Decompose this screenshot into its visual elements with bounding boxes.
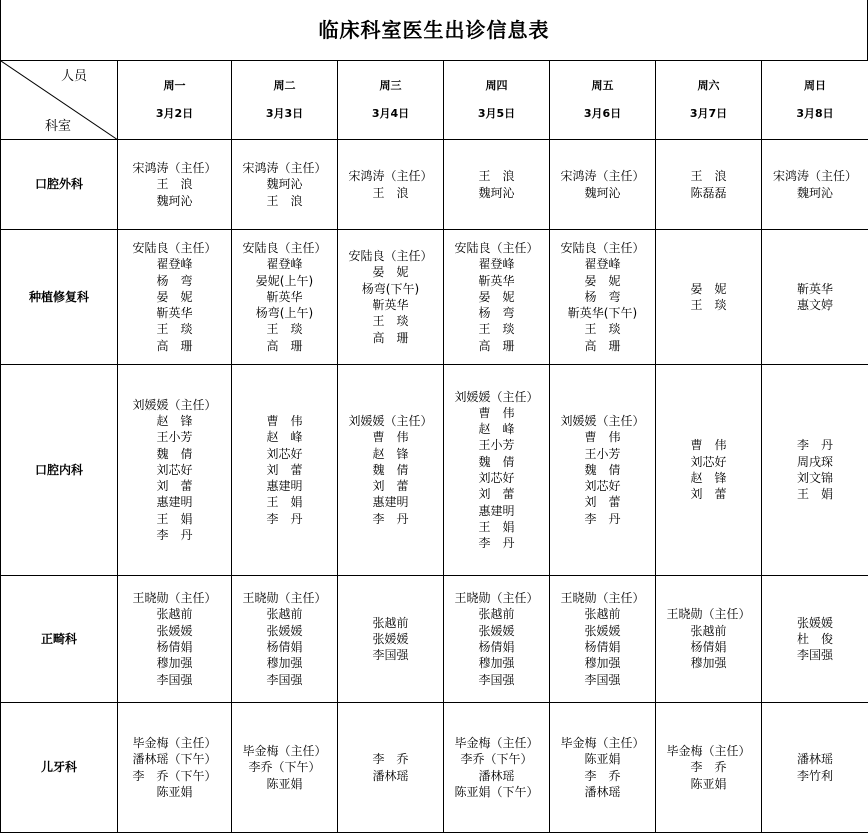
date-label: 3月5日 <box>477 107 516 120</box>
doctor-name: 王小芳 <box>156 430 193 445</box>
doctor-name: 赵 锋 <box>690 471 727 485</box>
doctor-name: 宋鸿涛（主任） <box>132 161 217 176</box>
doctor-list <box>266 413 302 527</box>
doctor-name: 张越前 <box>690 623 727 638</box>
doctor-name: 晏妮(上午) <box>255 273 314 288</box>
doctor-list <box>797 615 833 664</box>
doctor-list <box>690 281 726 314</box>
corner-bottom-label: 科室 <box>45 118 72 134</box>
doctor-name: 晏 妮 <box>156 289 193 304</box>
schedule-table <box>0 60 868 833</box>
doctor-name: 高 珊 <box>372 330 409 345</box>
day-header <box>232 61 338 140</box>
doctor-name: 穆加强 <box>478 656 515 671</box>
doctor-list <box>797 751 833 784</box>
doctor-name: 张越前 <box>266 607 303 622</box>
doctor-list <box>666 743 750 792</box>
doctor-name: 王 琰 <box>690 298 727 312</box>
doctor-list <box>773 168 857 201</box>
doctor-name: 张越前 <box>584 607 621 622</box>
doctor-name: 刘 蕾 <box>266 462 303 477</box>
doctor-name: 安陆良（主任） <box>348 249 433 264</box>
doctor-name: 杨 弯 <box>478 306 515 321</box>
date-label: 3月4日 <box>371 107 410 120</box>
department-row <box>1 576 868 703</box>
doctor-name: 王 娟 <box>156 511 193 526</box>
doctor-name: 高 珊 <box>478 338 515 353</box>
doctor-name: 翟登峰 <box>156 257 193 272</box>
schedule-cell <box>762 230 868 365</box>
doctor-name: 王 浪 <box>478 169 515 184</box>
doctor-name: 毕金梅（主任） <box>242 744 327 759</box>
doctor-name: 王 琰 <box>584 322 621 337</box>
day-header <box>118 61 232 140</box>
doctor-name: 高 珊 <box>266 338 303 353</box>
doctor-list <box>560 590 644 688</box>
doctor-name: 毕金梅（主任） <box>560 735 645 750</box>
doctor-name: 李 丹 <box>584 511 621 526</box>
doctor-name: 毕金梅（主任） <box>666 744 751 759</box>
doctor-name: 杨倩娟 <box>478 640 515 654</box>
schedule-cell <box>656 230 762 365</box>
doctor-name: 李 乔（下午） <box>132 768 217 783</box>
doctor-list <box>454 735 538 800</box>
schedule-cell <box>444 576 550 703</box>
doctor-name: 刘芯好 <box>266 446 303 461</box>
schedule-cell <box>656 365 762 576</box>
doctor-name: 王 浪 <box>372 185 409 200</box>
header-row <box>1 61 868 140</box>
doctor-list <box>560 413 644 527</box>
doctor-name: 王 娟 <box>266 495 303 510</box>
doctor-name: 张媛媛 <box>372 631 409 646</box>
doctor-name: 张越前 <box>156 607 193 622</box>
corner-top-label: 人员 <box>60 69 87 84</box>
doctor-name: 李 丹 <box>266 511 303 526</box>
doctor-list <box>560 240 644 354</box>
doctor-name: 赵 峰 <box>478 422 515 437</box>
doctor-name: 王晓勋（主任） <box>132 591 217 606</box>
doctor-name: 张媛媛 <box>156 623 193 638</box>
doctor-list <box>132 160 216 209</box>
doctor-name: 李 乔 <box>690 760 727 775</box>
doctor-name: 魏 倩 <box>584 462 621 477</box>
doctor-name: 王晓勋（主任） <box>560 591 645 606</box>
page-title: 临床科室医生出诊信息表 <box>0 0 868 60</box>
doctor-name: 王 琰 <box>266 322 303 337</box>
doctor-name: 李国强 <box>796 648 833 663</box>
doctor-name: 魏珂沁 <box>266 177 303 192</box>
department-row <box>1 703 868 833</box>
doctor-name: 曹 伟 <box>372 430 409 445</box>
doctor-name: 魏珂沁 <box>156 193 193 208</box>
doctor-name: 穆加强 <box>266 656 303 671</box>
doctor-name: 宋鸿涛（主任） <box>772 169 857 184</box>
doctor-name: 王 娟 <box>478 519 515 534</box>
department-name: 儿牙科 <box>1 703 118 833</box>
doctor-name: 惠文婷 <box>796 298 833 312</box>
doctor-name: 李乔（下午） <box>460 752 533 767</box>
date-label: 3月2日 <box>155 107 194 120</box>
schedule-cell <box>232 576 338 703</box>
doctor-list <box>348 248 432 346</box>
corner-cell <box>1 61 118 140</box>
doctor-list <box>132 397 216 544</box>
doctor-name: 魏 倩 <box>478 454 515 469</box>
weekday-label: 周四 <box>485 79 508 92</box>
schedule-cell <box>232 703 338 833</box>
doctor-name: 翟登峰 <box>478 257 515 272</box>
doctor-name: 杨倩娟 <box>156 640 193 654</box>
doctor-name: 惠建明 <box>478 503 515 518</box>
doctor-name: 刘文锦 <box>796 471 833 485</box>
doctor-name: 杨弯(上午) <box>255 306 314 321</box>
doctor-name: 曹 伟 <box>266 413 303 428</box>
doctor-name: 安陆良（主任） <box>132 240 217 255</box>
doctor-name: 刘媛媛（主任） <box>454 389 539 404</box>
doctor-name: 潘林瑶 <box>372 768 409 783</box>
doctor-list <box>797 281 833 314</box>
schedule-cell <box>232 365 338 576</box>
doctor-name: 张越前 <box>372 615 409 630</box>
schedule-cell <box>656 140 762 230</box>
doctor-name: 杜 俊 <box>796 631 833 646</box>
doctor-name: 靳英华(下午) <box>567 306 638 321</box>
weekday-label: 周三 <box>379 79 402 92</box>
doctor-name: 陈亚娟 <box>156 784 193 799</box>
doctor-name: 穆加强 <box>156 656 193 671</box>
doctor-name: 惠建明 <box>266 479 303 494</box>
doctor-name: 靳英华 <box>372 298 409 312</box>
doctor-list <box>560 735 644 800</box>
schedule-cell <box>232 230 338 365</box>
doctor-name: 周戌琛 <box>796 454 833 469</box>
schedule-cell <box>550 140 656 230</box>
doctor-list <box>132 590 216 688</box>
doctor-name: 张媛媛 <box>584 623 621 638</box>
doctor-name: 张越前 <box>478 607 515 622</box>
schedule-cell <box>550 365 656 576</box>
doctor-name: 陈亚娟（下午） <box>454 784 539 799</box>
doctor-name: 陈亚娟 <box>584 752 621 767</box>
schedule-cell <box>338 230 444 365</box>
schedule-cell <box>118 365 232 576</box>
doctor-name: 穆加强 <box>690 656 727 671</box>
doctor-list <box>454 590 538 688</box>
doctor-list <box>454 389 538 552</box>
doctor-name: 宋鸿涛（主任） <box>560 169 645 184</box>
doctor-list <box>372 615 408 664</box>
doctor-name: 刘芯好 <box>478 471 515 485</box>
doctor-name: 靳英华 <box>796 281 833 296</box>
doctor-name: 晏 妮 <box>690 281 727 296</box>
doctor-name: 晏 妮 <box>584 273 621 288</box>
doctor-name: 刘芯好 <box>156 462 193 477</box>
doctor-name: 杨 弯 <box>156 273 193 288</box>
doctor-list <box>478 168 514 201</box>
date-label: 3月8日 <box>796 107 834 120</box>
doctor-name: 刘 蕾 <box>372 479 409 494</box>
doctor-name: 李竹利 <box>796 768 833 783</box>
doctor-name: 翟登峰 <box>266 257 303 272</box>
doctor-name: 安陆良（主任） <box>242 240 327 255</box>
doctor-name: 晏 妮 <box>372 265 409 280</box>
doctor-name: 宋鸿涛（主任） <box>242 161 327 176</box>
doctor-name: 王 浪 <box>266 193 303 208</box>
doctor-name: 陈磊磊 <box>690 185 727 200</box>
doctor-name: 刘 蕾 <box>478 487 515 502</box>
doctor-name: 李 乔 <box>372 752 409 767</box>
doctor-list <box>666 606 750 671</box>
schedule-cell <box>550 230 656 365</box>
doctor-name: 刘 蕾 <box>584 495 621 510</box>
doctor-name: 赵 锋 <box>156 413 193 428</box>
date-label: 3月3日 <box>265 107 304 120</box>
doctor-name: 杨 弯 <box>584 289 621 304</box>
schedule-cell <box>444 140 550 230</box>
schedule-cell <box>444 365 550 576</box>
doctor-name: 翟登峰 <box>584 257 621 272</box>
doctor-list <box>348 168 432 201</box>
schedule-cell <box>656 576 762 703</box>
doctor-list <box>242 240 326 354</box>
doctor-name: 李 丹 <box>478 536 515 551</box>
doctor-name: 曹 伟 <box>584 430 621 445</box>
doctor-name: 李乔（下午） <box>248 760 321 775</box>
doctor-name: 刘芯好 <box>584 479 621 494</box>
weekday-label: 周日 <box>804 79 826 92</box>
doctor-name: 李国强 <box>266 672 303 687</box>
doctor-name: 王晓勋（主任） <box>242 591 327 606</box>
doctor-name: 王 琰 <box>478 322 515 337</box>
schedule-cell <box>762 140 868 230</box>
schedule-cell <box>118 140 232 230</box>
doctor-name: 晏 妮 <box>478 289 515 304</box>
weekday-label: 周一 <box>163 79 186 92</box>
doctor-list <box>690 437 726 502</box>
schedule-cell <box>762 576 868 703</box>
doctor-name: 刘媛媛（主任） <box>560 413 645 428</box>
day-header <box>762 61 868 140</box>
doctor-name: 李国强 <box>372 648 409 663</box>
doctor-name: 王小芳 <box>478 438 515 453</box>
doctor-name: 王晓勋（主任） <box>666 607 751 622</box>
doctor-name: 杨倩娟 <box>690 640 727 654</box>
doctor-list <box>348 413 432 527</box>
doctor-list <box>242 160 326 209</box>
doctor-name: 惠建明 <box>156 495 193 510</box>
doctor-name: 惠建明 <box>372 495 409 510</box>
schedule-cell <box>118 576 232 703</box>
doctor-name: 高 珊 <box>156 338 193 353</box>
doctor-name: 穆加强 <box>584 656 621 671</box>
doctor-name: 魏珂沁 <box>478 185 515 200</box>
doctor-name: 靳英华 <box>478 273 515 288</box>
department-row <box>1 365 868 576</box>
doctor-list <box>690 168 726 201</box>
schedule-cell <box>232 140 338 230</box>
weekday-label: 周二 <box>273 79 296 92</box>
weekday-label: 周五 <box>591 79 614 92</box>
schedule-cell <box>762 365 868 576</box>
doctor-name: 宋鸿涛（主任） <box>348 169 433 184</box>
schedule-cell <box>444 703 550 833</box>
doctor-name: 陈亚娟 <box>690 776 727 791</box>
schedule-cell <box>656 703 762 833</box>
schedule-cell <box>338 365 444 576</box>
doctor-name: 毕金梅（主任） <box>454 735 539 750</box>
doctor-name: 魏珂沁 <box>584 185 621 200</box>
doctor-name: 刘 蕾 <box>156 479 193 494</box>
doctor-name: 安陆良（主任） <box>560 240 645 255</box>
department-name: 种植修复科 <box>1 230 118 365</box>
day-header <box>550 61 656 140</box>
doctor-name: 张媛媛 <box>266 623 303 638</box>
doctor-name: 杨弯(下午) <box>361 281 420 296</box>
schedule-cell <box>338 703 444 833</box>
schedule-cell <box>550 576 656 703</box>
doctor-name: 高 珊 <box>584 338 621 353</box>
weekday-label: 周六 <box>697 79 720 92</box>
doctor-name: 刘芯好 <box>690 454 727 469</box>
doctor-name: 李国强 <box>584 672 621 687</box>
department-row <box>1 230 868 365</box>
doctor-name: 赵 峰 <box>266 430 303 445</box>
doctor-name: 杨倩娟 <box>266 640 303 654</box>
doctor-name: 魏 倩 <box>156 446 193 461</box>
doctor-list <box>560 168 644 201</box>
doctor-name: 张媛媛 <box>796 615 833 630</box>
doctor-list <box>372 751 408 784</box>
schedule-cell <box>118 703 232 833</box>
doctor-name: 王小芳 <box>584 446 621 461</box>
department-name: 口腔内科 <box>1 365 118 576</box>
doctor-name: 魏珂沁 <box>796 185 833 200</box>
doctor-name: 潘林瑶 <box>584 784 621 799</box>
doctor-name: 李 乔 <box>584 768 621 783</box>
doctor-name: 李国强 <box>156 672 193 687</box>
schedule-cell <box>118 230 232 365</box>
doctor-name: 潘林瑶 <box>796 752 833 767</box>
doctor-list <box>242 743 326 792</box>
schedule-cell <box>550 703 656 833</box>
doctor-name: 王 浪 <box>156 177 193 192</box>
schedule-cell <box>338 140 444 230</box>
doctor-name: 杨倩娟 <box>584 640 621 654</box>
doctor-name: 刘媛媛（主任） <box>132 397 217 412</box>
doctor-name: 曹 伟 <box>690 438 727 453</box>
doctor-name: 李 丹 <box>796 438 833 453</box>
doctor-name: 潘林瑶（下午） <box>132 752 217 767</box>
doctor-name: 陈亚娟 <box>266 776 303 791</box>
doctor-name: 李 丹 <box>156 528 193 543</box>
doctor-name: 曹 伟 <box>478 405 515 420</box>
doctor-list <box>797 437 833 502</box>
doctor-name: 王晓勋（主任） <box>454 591 539 606</box>
department-row <box>1 140 868 230</box>
doctor-list <box>132 735 216 800</box>
doctor-name: 张媛媛 <box>478 623 515 638</box>
schedule-cell <box>338 576 444 703</box>
doctor-name: 安陆良（主任） <box>454 240 539 255</box>
date-label: 3月6日 <box>583 107 622 120</box>
doctor-name: 魏 倩 <box>372 462 409 477</box>
doctor-list <box>242 590 326 688</box>
day-header <box>444 61 550 140</box>
doctor-name: 王 琰 <box>372 314 409 329</box>
doctor-name: 李 丹 <box>372 511 409 526</box>
doctor-name: 王 琰 <box>156 322 193 337</box>
day-header <box>338 61 444 140</box>
schedule-cell <box>444 230 550 365</box>
department-name: 正畸科 <box>1 576 118 703</box>
department-name: 口腔外科 <box>1 140 118 230</box>
doctor-list <box>132 240 216 354</box>
doctor-name: 潘林瑶 <box>478 768 515 783</box>
doctor-name: 王 娟 <box>796 487 833 502</box>
day-header <box>656 61 762 140</box>
doctor-name: 刘 蕾 <box>690 487 727 502</box>
doctor-name: 赵 锋 <box>372 446 409 461</box>
date-label: 3月7日 <box>689 107 728 120</box>
doctor-list <box>454 240 538 354</box>
schedule-cell <box>762 703 868 833</box>
doctor-name: 王 浪 <box>690 169 727 184</box>
doctor-name: 靳英华 <box>266 289 303 304</box>
doctor-name: 靳英华 <box>156 306 193 321</box>
doctor-name: 刘媛媛（主任） <box>348 413 433 428</box>
doctor-name: 李国强 <box>478 672 515 687</box>
doctor-name: 毕金梅（主任） <box>132 735 217 750</box>
